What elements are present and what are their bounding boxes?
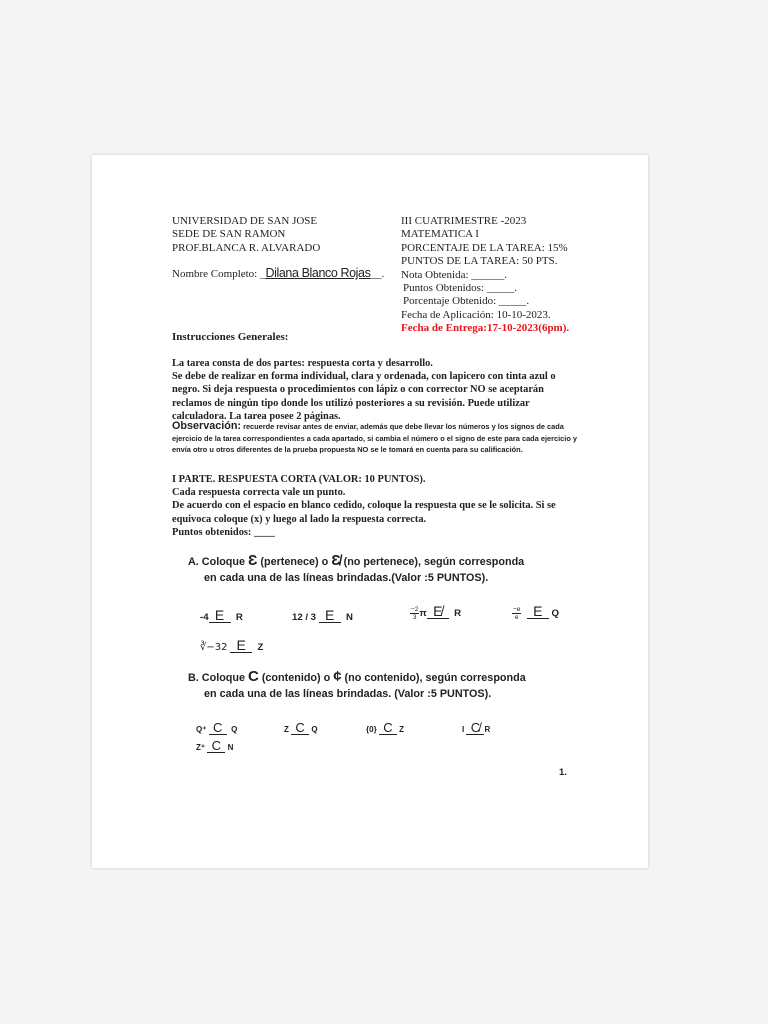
answer-blank: E — [527, 605, 549, 619]
header-left — [172, 215, 320, 255]
task-points: PUNTOS DE LA TAREA: 50 PTS. — [401, 255, 558, 268]
section-b-text: (contenido) o — [258, 672, 334, 684]
item-expression: Z — [284, 725, 289, 734]
fraction — [410, 606, 419, 621]
course: MATEMATICA I — [401, 228, 479, 241]
answer-blank: C̸ — [466, 721, 484, 735]
points-obtained: Puntos Obtenidos: _____. — [403, 282, 517, 295]
due-date: Fecha de Entrega:17-10-2023(6pm). — [401, 322, 570, 335]
answer-blank: C — [379, 721, 397, 735]
instruction-line: Se debe de realizar en forma individual, clara y ordenada, con lapicero con tinta azul o negro. Si deja respuesta o procedimientos con lápiz o con corrector NO se aceptarán reclamos de ningún tipo donde los utilizó posteriores a su revisión. Puede utilizar calculadora. La tarea posee 2 páginas. — [172, 371, 556, 422]
section-b-item — [196, 739, 233, 753]
instructions-title: Instrucciones Generales: — [172, 331, 289, 343]
item-expression: Q⁺ — [196, 725, 207, 734]
observation-block — [172, 421, 577, 456]
university-name: UNIVERSIDAD DE SAN JOSE — [172, 215, 318, 227]
part-one-points: Puntos obtenidos: ____ — [172, 526, 275, 538]
section-a-text: A. Coloque — [188, 556, 248, 568]
instructions-body — [172, 357, 577, 423]
section-a-text: (no pertenece), según corresponda — [340, 556, 525, 568]
item-set: Z — [399, 725, 405, 734]
section-a-item — [200, 639, 263, 653]
item-expression: ∛−32 — [200, 642, 228, 653]
part-one-intro — [172, 473, 577, 539]
full-name-label: Nombre Completo: _ — [172, 268, 266, 280]
section-a-heading — [188, 553, 588, 586]
not-contained-symbol: ¢ — [333, 668, 342, 685]
full-name-value: Dilana Blanco Rojas — [265, 266, 371, 280]
section-b-subline: en cada una de las líneas brindadas. (Valor :5 PUNTOS). — [204, 688, 492, 700]
section-b-heading — [188, 669, 588, 702]
part-one-line: Cada respuesta correcta vale un punto. — [172, 487, 346, 499]
item-set: N — [346, 612, 353, 623]
observation-title: Observación: — [172, 420, 242, 432]
fraction-denominator: e — [514, 613, 519, 621]
observation-text: recuerde revisar antes de enviar, además que debe llevar los números y los signos de cada ejercicio de la tarea correspondientes a cada apartado, si cambia el número o el signo de este para cada ejercicio y envía otro u otros diferentes de la prueba propuesta NO se le tomará en cuenta para su calificación. — [172, 422, 578, 455]
section-a-item — [512, 605, 559, 621]
application-date: Fecha de Aplicación: 10-10-2023. — [401, 308, 551, 321]
contained-symbol: C — [247, 668, 259, 685]
section-b-text: B. Coloque — [188, 672, 248, 684]
section-a-item — [292, 609, 353, 623]
answer-blank: C — [207, 739, 225, 753]
item-set: N — [227, 743, 234, 752]
answer-blank: E — [230, 639, 252, 653]
professor-name: PROF.BLANCA R. ALVARADO — [172, 241, 321, 254]
answer-blank: C — [209, 721, 227, 735]
answer-blank: E — [209, 609, 231, 623]
item-set: R — [484, 725, 491, 734]
item-expression: Z⁺ — [196, 743, 206, 752]
item-set: R — [235, 612, 243, 623]
part-one-line: De acuerdo con el espacio en blanco cedido, coloque la respuesta que se le solicita. Si se equivoca coloque (x) y luego al lado la respuesta correcta. — [172, 500, 556, 525]
not-belongs-symbol: Ɛ̸ — [331, 552, 341, 569]
task-percentage: PORCENTAJE DE LA TAREA: 15% — [401, 241, 568, 254]
full-name-tail: __. — [370, 268, 385, 280]
fraction — [512, 606, 521, 621]
section-a-item — [410, 605, 461, 621]
answer-blank: E — [319, 609, 341, 623]
instruction-line: La tarea consta de dos partes: respuesta corta y desarrollo. — [172, 358, 433, 369]
page-number: 1. — [559, 767, 567, 778]
part-one-title: I PARTE. RESPUESTA CORTA (VALOR: 10 PUNTOS). — [172, 474, 426, 485]
section-b-item — [462, 721, 490, 735]
answer-blank: C — [291, 721, 309, 735]
answer-blank: E̸ — [427, 605, 449, 619]
section-a-item — [200, 609, 243, 623]
document-page — [92, 155, 648, 868]
section-b-item — [366, 721, 404, 735]
item-expression: {0} — [366, 725, 377, 734]
section-b-item — [196, 721, 237, 735]
item-expression: 12 / 3 — [292, 612, 319, 623]
term: III CUATRIMESTRE -2023 — [401, 215, 527, 227]
item-expression: I — [462, 725, 465, 734]
full-name-row — [172, 266, 384, 280]
campus-name: SEDE DE SAN RAMON — [172, 228, 286, 241]
grade-obtained: Nota Obtenida: ______. — [401, 268, 508, 281]
item-set: Q — [231, 725, 238, 734]
fraction-numerator: −e — [513, 605, 521, 613]
fraction-denominator: 3 — [412, 613, 417, 621]
item-set: Q — [551, 608, 559, 619]
belongs-symbol: Ɛ — [247, 552, 258, 569]
item-set: Q — [311, 725, 318, 734]
item-expression: -4 — [200, 612, 209, 623]
section-b-item — [284, 721, 318, 735]
section-a-text: (pertenece) o — [257, 556, 332, 568]
fraction-numerator: −2 — [411, 605, 419, 613]
item-expression: π — [419, 608, 427, 619]
item-set: R — [454, 608, 462, 619]
section-b-text: (no contenido), según corresponda — [341, 672, 526, 684]
section-a-subline: en cada una de las líneas brindadas.(Valor :5 PUNTOS). — [204, 572, 489, 584]
header-right — [401, 215, 569, 336]
percentage-obtained: Porcentaje Obtenido: _____. — [403, 295, 530, 308]
item-set: Z — [257, 642, 264, 653]
